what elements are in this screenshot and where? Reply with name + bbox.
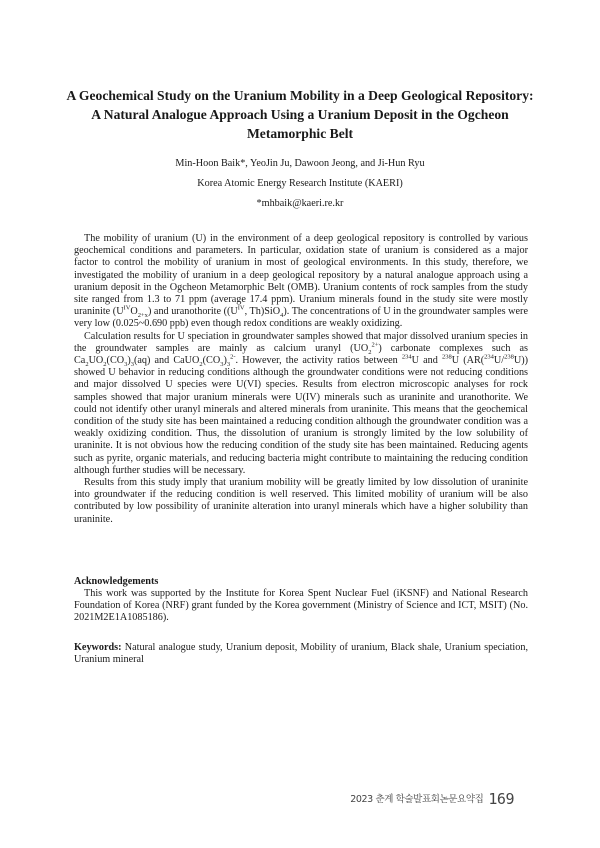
title-line-3: Metamorphic Belt — [246, 126, 354, 141]
abstract-paragraph-2: Calculation results for U speciation in groundwater samples showed that major dissolved uranium species in the groundwater samples are mainly as calcium uranyl $(UO_2^{2+})$ carbonate complexes such as $Ca_2UO_2(CO_3)_3(aq)$ and $CaUO_2(CO_3)_3^{2-}$. However, the activity ratios between $^{234}$U and $^{238}$U (AR($^{234}$U/$^{238}$U)) showed U behavior in reducing conditions although the groundwater conditions were not reducing conditions and major dissolved U species were U(VI) species. Results from electron microscopic analyses for rock samples showed that major uranium minerals were U(IV) minerals such as uraninite and uranothorite. We could not identify other uranyl minerals and altered minerals from uraninite. This means that the geochemical condition of the study site has been maintained a reducing condition although the groundwater condition was a weakly oxidizing condition. Thus, the dissolution of uranium is strongly limited by the low solubility of uraninite. It is not obvious how the reducing condition of the study site has been maintained. Reducing agents such as pyrite, organic materials, and reducing bacteria might contribute to maintaining the reducing condition although further studies will be necessary. — [74, 330, 529, 476]
abstract-body — [74, 233, 528, 526]
abstract-paragraph-3: Results from this study imply that uranium mobility will be greatly limited by low dissolution of uraninite into groundwater if the reducing condition is well reserved. This limited mobility of uranium will be also contributed by low possibility of uraninite alteration into uranyl minerals which have a higher solubility than uraninite. — [74, 477, 528, 525]
conference-name: 2023 춘계 학술발표회논문요약집 — [350, 794, 484, 805]
title-line-1: A Geochemical Study on the Uranium Mobility in a Deep Geological Repository: — [66, 88, 534, 103]
corresponding-email: *mhbaik@kaeri.re.kr — [256, 198, 344, 209]
affiliation: Korea Atomic Energy Research Institute (KAERI) — [197, 178, 403, 189]
keywords-label: Keywords: — [74, 642, 122, 653]
abstract-paragraph-1: The mobility of uranium (U) in the environment of a deep geological repository is controlled by various geochemical conditions and parameters. In particular, oxidation state of uranium is considered as a major factor to control the mobility of uranium in most of geological environments. In this study, therefore, we investigated the mobility of uranium in a deep geological repository by a natural analogue approach using a uranium deposit in the Ogcheon Metamorphic Belt (OMB). Uranium contents of rock samples from the study site ranged from 1.3 to 71 ppm (average 17.4 ppm). Uranium minerals found in the study site were mostly uraninite $(U^{IV}O_{2+x})$ and uranothorite (($U^{IV}$, Th)SiO$_4$). The concentrations of U in the groundwater samples were very low (0.025~0.690 ppb) even though redox conditions are weakly oxidizing. — [74, 233, 528, 330]
author-list: Min-Hoon Baik*, YeoJin Ju, Dawoon Jeong, and Ji-Hun Ryu — [175, 158, 425, 169]
acknowledgements-text: This work was supported by the Institute for Korea Spent Nuclear Fuel (iKSNF) and National Research Foundation of Korea (NRF) grant funded by the Korea government (Ministry of Science and ICT, MSIT) (No. 2021M2E1A1085186). — [74, 588, 528, 624]
keywords-section — [74, 642, 528, 666]
page-footer — [350, 789, 514, 808]
keywords-text: Natural analogue study, Uranium deposit, Mobility of uranium, Black shale, Uranium speciation, Uranium mineral — [74, 642, 528, 666]
paper-title — [60, 86, 540, 143]
page-number: 169 — [488, 790, 514, 808]
title-line-2: A Natural Analogue Approach Using a Uranium Deposit in the Ogcheon — [91, 107, 509, 122]
acknowledgements-body — [74, 588, 528, 625]
acknowledgements-heading: Acknowledgements — [74, 576, 159, 587]
